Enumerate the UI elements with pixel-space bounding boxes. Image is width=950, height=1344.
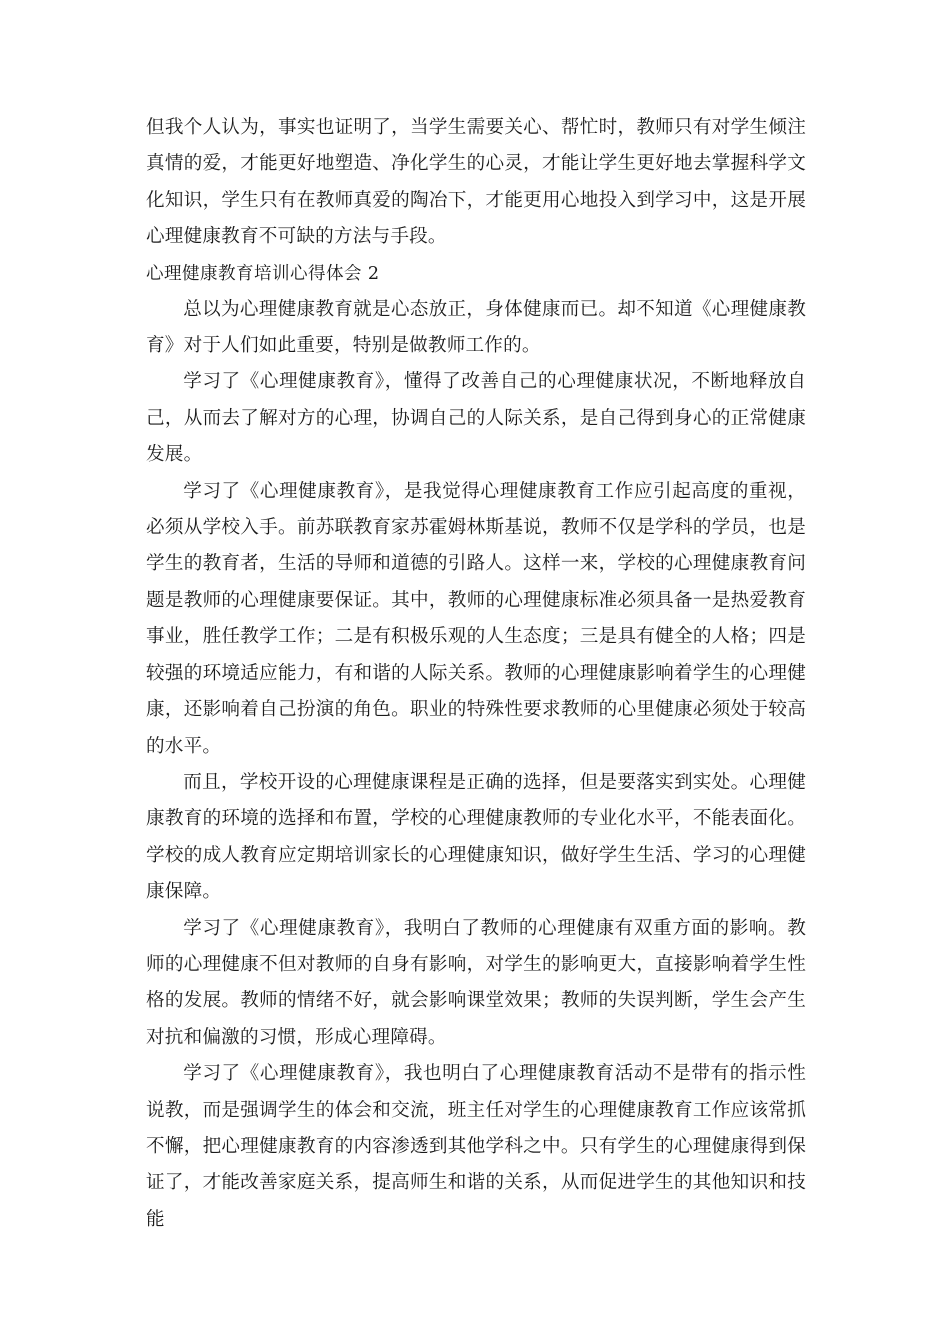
intro-paragraph: 但我个人认为，事实也证明了，当学生需要关心、帮忙时，教师只有对学生倾注真情的爱，才能更好地塑造、净化学生的心灵，才能让学生更好地去掌握科学文化知识，学生只有在教师真爱的陶冶下，才能更用心地投入到学习中，这是开展心理健康教育不可缺的方法与手段。 — [146, 117, 806, 248]
paragraph-5: 学习了《心理健康教育》，我明白了教师的心理健康有双重方面的影响。教师的心理健康不但对教师的自身有影响，对学生的影响更大，直接影响着学生性格的发展。教师的情绪不好，就会影响课堂效果；教师的失误判断，学生会产生对抗和偏激的习惯，形成心理障碍。 — [146, 917, 806, 1048]
document-page — [146, 110, 806, 1238]
paragraph-3: 学习了《心理健康教育》，是我觉得心理健康教育工作应引起高度的重视，必须从学校入手。前苏联教育家苏霍姆林斯基说，教师不仅是学科的学员，也是学生的教育者，生活的导师和道德的引路人。这样一来，学校的心理健康教育问题是教师的心理健康要保证。其中，教师的心理健康标准必须具备一是热爱教育事业，胜任教学工作；二是有积极乐观的人生态度；三是具有健全的人格；四是较强的环境适应能力，有和谐的人际关系。教师的心理健康影响着学生的心理健康，还影响着自己扮演的角色。职业的特殊性要求教师的心里健康必须处于较高的水平。 — [146, 480, 806, 757]
paragraph-4: 而且，学校开设的心理健康课程是正确的选择，但是要落实到实处。心理健康教育的环境的选择和布置，学校的心理健康教师的专业化水平，不能表面化。学校的成人教育应定期培训家长的心理健康知识，做好学生生活、学习的心理健康保障。 — [146, 771, 806, 903]
paragraph-1: 总以为心理健康教育就是心态放正，身体健康而已。却不知道《心理健康教育》对于人们如此重要，特别是做教师工作的。 — [146, 298, 806, 357]
section-title: 心理健康教育培训心得体会 2 — [146, 263, 380, 284]
paragraph-6: 学习了《心理健康教育》，我也明白了心理健康教育活动不是带有的指示性说教，而是强调学生的体会和交流，班主任对学生的心理健康教育工作应该常抓不懈，把心理健康教育的内容渗透到其他学科之中。只有学生的心理健康得到保证了，才能改善家庭关系，提高师生和谐的关系，从而促进学生的其他知识和技能 — [146, 1063, 806, 1230]
paragraph-2: 学习了《心理健康教育》，懂得了改善自己的心理健康状况，不断地释放自己，从而去了解对方的心理，协调自己的人际关系，是自己得到身心的正常健康发展。 — [146, 371, 806, 466]
